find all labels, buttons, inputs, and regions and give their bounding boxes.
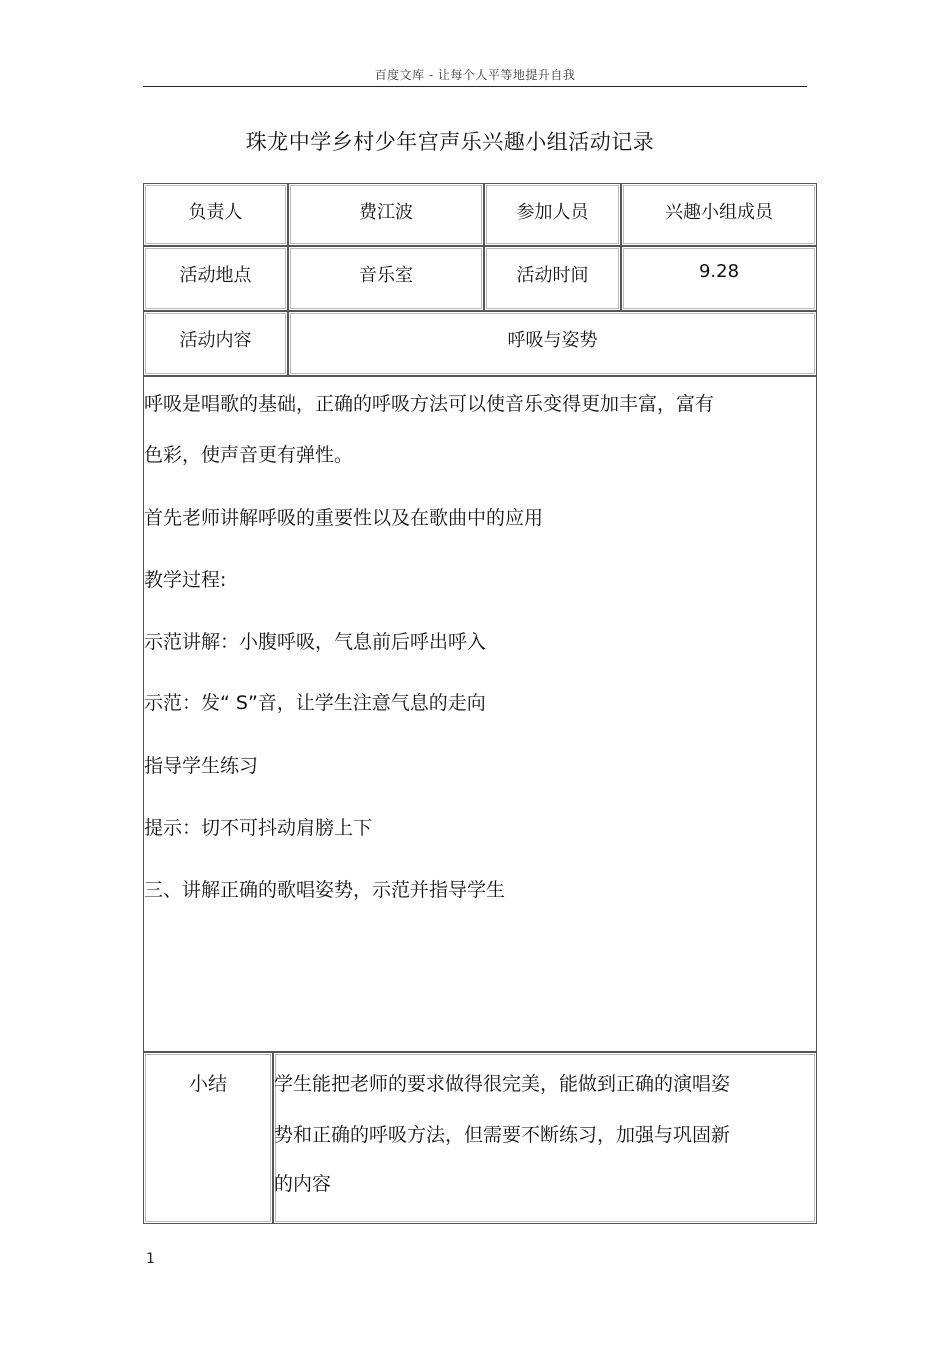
- content-line: 示范讲解：小腹呼吸，气息前后呼出呼入: [144, 631, 487, 653]
- cell-summary-text: [273, 1052, 817, 1224]
- cell-content-label: [143, 311, 288, 376]
- content-line: 首先老师讲解呼吸的重要性以及在歌曲中的应用: [144, 507, 544, 529]
- participants-label: 参加人员: [516, 202, 589, 223]
- leader-value: 费江波: [359, 202, 413, 223]
- content-line: 呼吸是唱歌的基础，正确的呼吸方法可以使音乐变得更加丰富，富有: [144, 393, 715, 415]
- cell-participants-value: [621, 183, 817, 246]
- summary-line: 学生能把老师的要求做得很完美，能做到正确的演唱姿: [274, 1073, 731, 1095]
- cell-content-value: [288, 311, 817, 376]
- participants-value: 兴趣小组成员: [665, 202, 773, 223]
- location-label: 活动地点: [179, 265, 252, 286]
- activity-content-value: 呼吸与姿势: [507, 330, 598, 351]
- cell-location-value: [288, 246, 484, 311]
- time-value: 9.28: [698, 261, 740, 282]
- cell-leader-label: [143, 183, 288, 246]
- cell-location-label: [143, 246, 288, 311]
- leader-label: 负责人: [188, 202, 243, 223]
- page-number: 1: [146, 1251, 155, 1267]
- time-label: 活动时间: [516, 265, 589, 286]
- activity-content-body: [143, 376, 817, 1052]
- cell-leader-value: [288, 183, 484, 246]
- summary-line: 的内容: [274, 1173, 332, 1195]
- content-line: 色彩，使声音更有弹性。: [144, 444, 354, 466]
- summary-label: 小结: [188, 1073, 227, 1095]
- content-line: 教学过程:: [144, 569, 227, 591]
- content-line: 示范：发“ S”音，让学生注意气息的走向: [144, 692, 486, 714]
- content-line: 三、讲解正确的歌唱姿势，示范并指导学生: [144, 879, 506, 901]
- cell-time-value: [621, 246, 817, 311]
- activity-content-label: 活动内容: [179, 330, 252, 351]
- cell-time-label: [484, 246, 621, 311]
- header-divider: [143, 86, 807, 87]
- content-line: 指导学生练习: [144, 755, 259, 777]
- document-title: 珠龙中学乡村少年宫声乐兴趣小组活动记录: [245, 130, 655, 154]
- content-line: 提示：切不可抖动肩膀上下: [144, 817, 373, 839]
- cell-participants-label: [484, 183, 621, 246]
- cell-summary-label: [143, 1052, 273, 1224]
- summary-line: 势和正确的呼吸方法，但需要不断练习，加强与巩固新: [274, 1124, 731, 1146]
- page-header: 百度文库 - 让每个人平等地提升自我: [374, 68, 576, 82]
- location-value: 音乐室: [359, 265, 413, 286]
